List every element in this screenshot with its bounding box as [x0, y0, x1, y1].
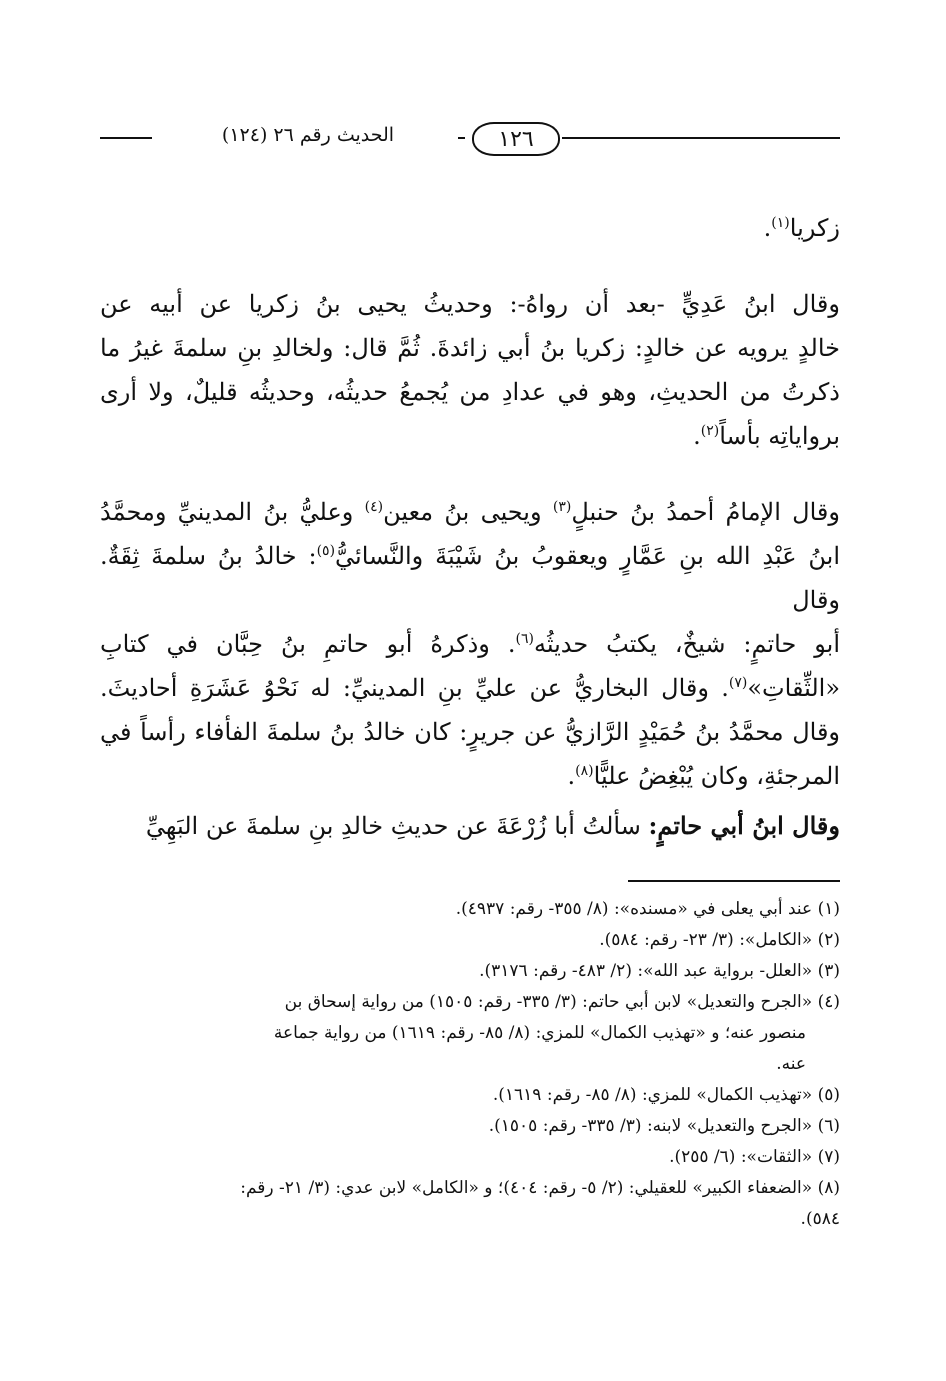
footnote-5: (٥) «تهذيب الكمال» للمزي: (٨/ ٨٥- رقم: ١٦١٩). [492, 1085, 840, 1105]
footnote-2: (٢) «الكامل»: (٣/ ٢٣- رقم: ٥٨٤). [599, 930, 840, 950]
text-line: المرجئةِ، وكان يُبْغِضُ عليًّا$^{(٨)}$. [567, 762, 840, 790]
text-line: وقال ابنُ أبي حاتمٍ: سألتُ أبا زُرْعَةَ عن حديثِ خالدِ بنِ سلمةَ عن البَهِيِّ [145, 811, 840, 840]
paragraph-3 [100, 490, 840, 798]
text-line: وقال ابنُ عَدِيٍّ -بعد أن رواهُ-: وحديثُ يحيى بنُ زكريا عن أبيه عن [100, 290, 840, 318]
bold-lead: وقال ابنُ أبي حاتمٍ: [648, 811, 840, 840]
footnote-6: (٦) «الجرح والتعديل» لابنه: (٣/ ٣٣٥- رقم: ١٥٠٥). [488, 1116, 840, 1136]
text-line: خالدٍ يرويه عن خالدٍ: زكريا بنُ أبي زائدةَ. ثُمَّ قال: ولخالدِ بنِ سلمةَ غيرُ ما [100, 334, 840, 362]
footnote-3: (٣) «العلل- برواية عبد الله»: (٢/ ٤٨٣- رقم: ٣١٧٦). [479, 961, 840, 981]
footnote-ref: (٥) [316, 543, 336, 559]
footnote-7: (٧) «الثقات»: (٦/ ٢٥٥). [669, 1147, 840, 1167]
text-line: زكريا$^{(١)}$. [763, 214, 840, 242]
text-line: أبو حاتمٍ: شيخٌ، يكتبُ حديثُه$^{(٦)}$. وذكرهُ أبو حاتمِ بنُ حِبَّان في كتابِ [100, 630, 841, 658]
footnote-ref: (٢) [700, 423, 720, 439]
text-line: ذكرتُ من الحديثِ، وهو في عدادِ من يُجمعُ حديثُه، وحديثُه قليلٌ، ولا أرى [100, 378, 840, 406]
text-line: وقال محمَّدُ بنُ حُمَيْدٍ الرَّازيُّ عن جريرٍ: كان خالدُ بنُ سلمةَ الفأفاء رأساً في [100, 718, 841, 746]
footnotes [100, 894, 840, 1235]
header-rule-left [100, 137, 152, 139]
header-rule-right [562, 137, 840, 139]
text-line: وقال الإمامُ أحمدُ بنُ حنبلٍ$^{(٣)}$ ويحيى بنُ معين$^{(٤)}$ وعليُّ بنُ المدينيِّ ومحمَّدُ [100, 498, 840, 526]
page-number: ١٢٦ [498, 126, 534, 152]
paragraph-4 [100, 804, 840, 848]
page-header [100, 118, 840, 158]
footnote-1: (١) عند أبي يعلى في «مسنده»: (٨/ ٣٥٥- رقم: ٤٩٣٧). [455, 899, 840, 919]
paragraph-2 [100, 282, 840, 458]
footnote-ref: (٣) [552, 499, 572, 515]
running-title: الحديث رقم ٢٦ (١٢٤) [158, 124, 458, 146]
footnote-ref: (٤) [364, 499, 384, 515]
footnote-ref: (٦) [515, 631, 534, 647]
footnote-8: (٨) «الضعفاء الكبير» للعقيلي: (٢/ ٥- رقم: ٤٠٤)؛ و «الكامل» لابن عدي: (٣/ ٢١- رقم: ٥٨٤). [240, 1178, 840, 1229]
footnote-separator [628, 880, 840, 882]
text-line: برواياتِه بأساً$^{(٢)}$. [693, 422, 840, 450]
footnote-4: (٤) «الجرح والتعديل» لابن أبي حاتم: (٣/ ٣٣٥- رقم: ١٥٠٥) من رواية إسحاق بن منصور عنه؛ و «تهذيب الكمال» للمزي: (٨/ ٨٥- رقم: ١٦١٩) من رواية جماعة عنه. [273, 992, 840, 1074]
text-line: «الثِّقاتِ»$^{(٧)}$. وقال البخاريُّ عن عليِّ بنِ المدينيِّ: له نَحْوُ عَشَرَةِ أحاديثَ. [100, 674, 840, 702]
paragraph-1 [100, 206, 840, 250]
footnote-ref: (٨) [575, 763, 594, 779]
footnote-ref: (٧) [728, 675, 748, 691]
page-number-frame [472, 122, 560, 156]
text-line: ابنُ عَبْدِ الله بنِ عَمَّارٍ ويعقوبُ بنُ شَيْبَةَ والنَّسائيُّ$^{(٥)}$: خالدُ بنُ سلمةَ ثِقَةٌ. وقال [100, 542, 840, 614]
footnote-ref: (١) [771, 215, 790, 231]
